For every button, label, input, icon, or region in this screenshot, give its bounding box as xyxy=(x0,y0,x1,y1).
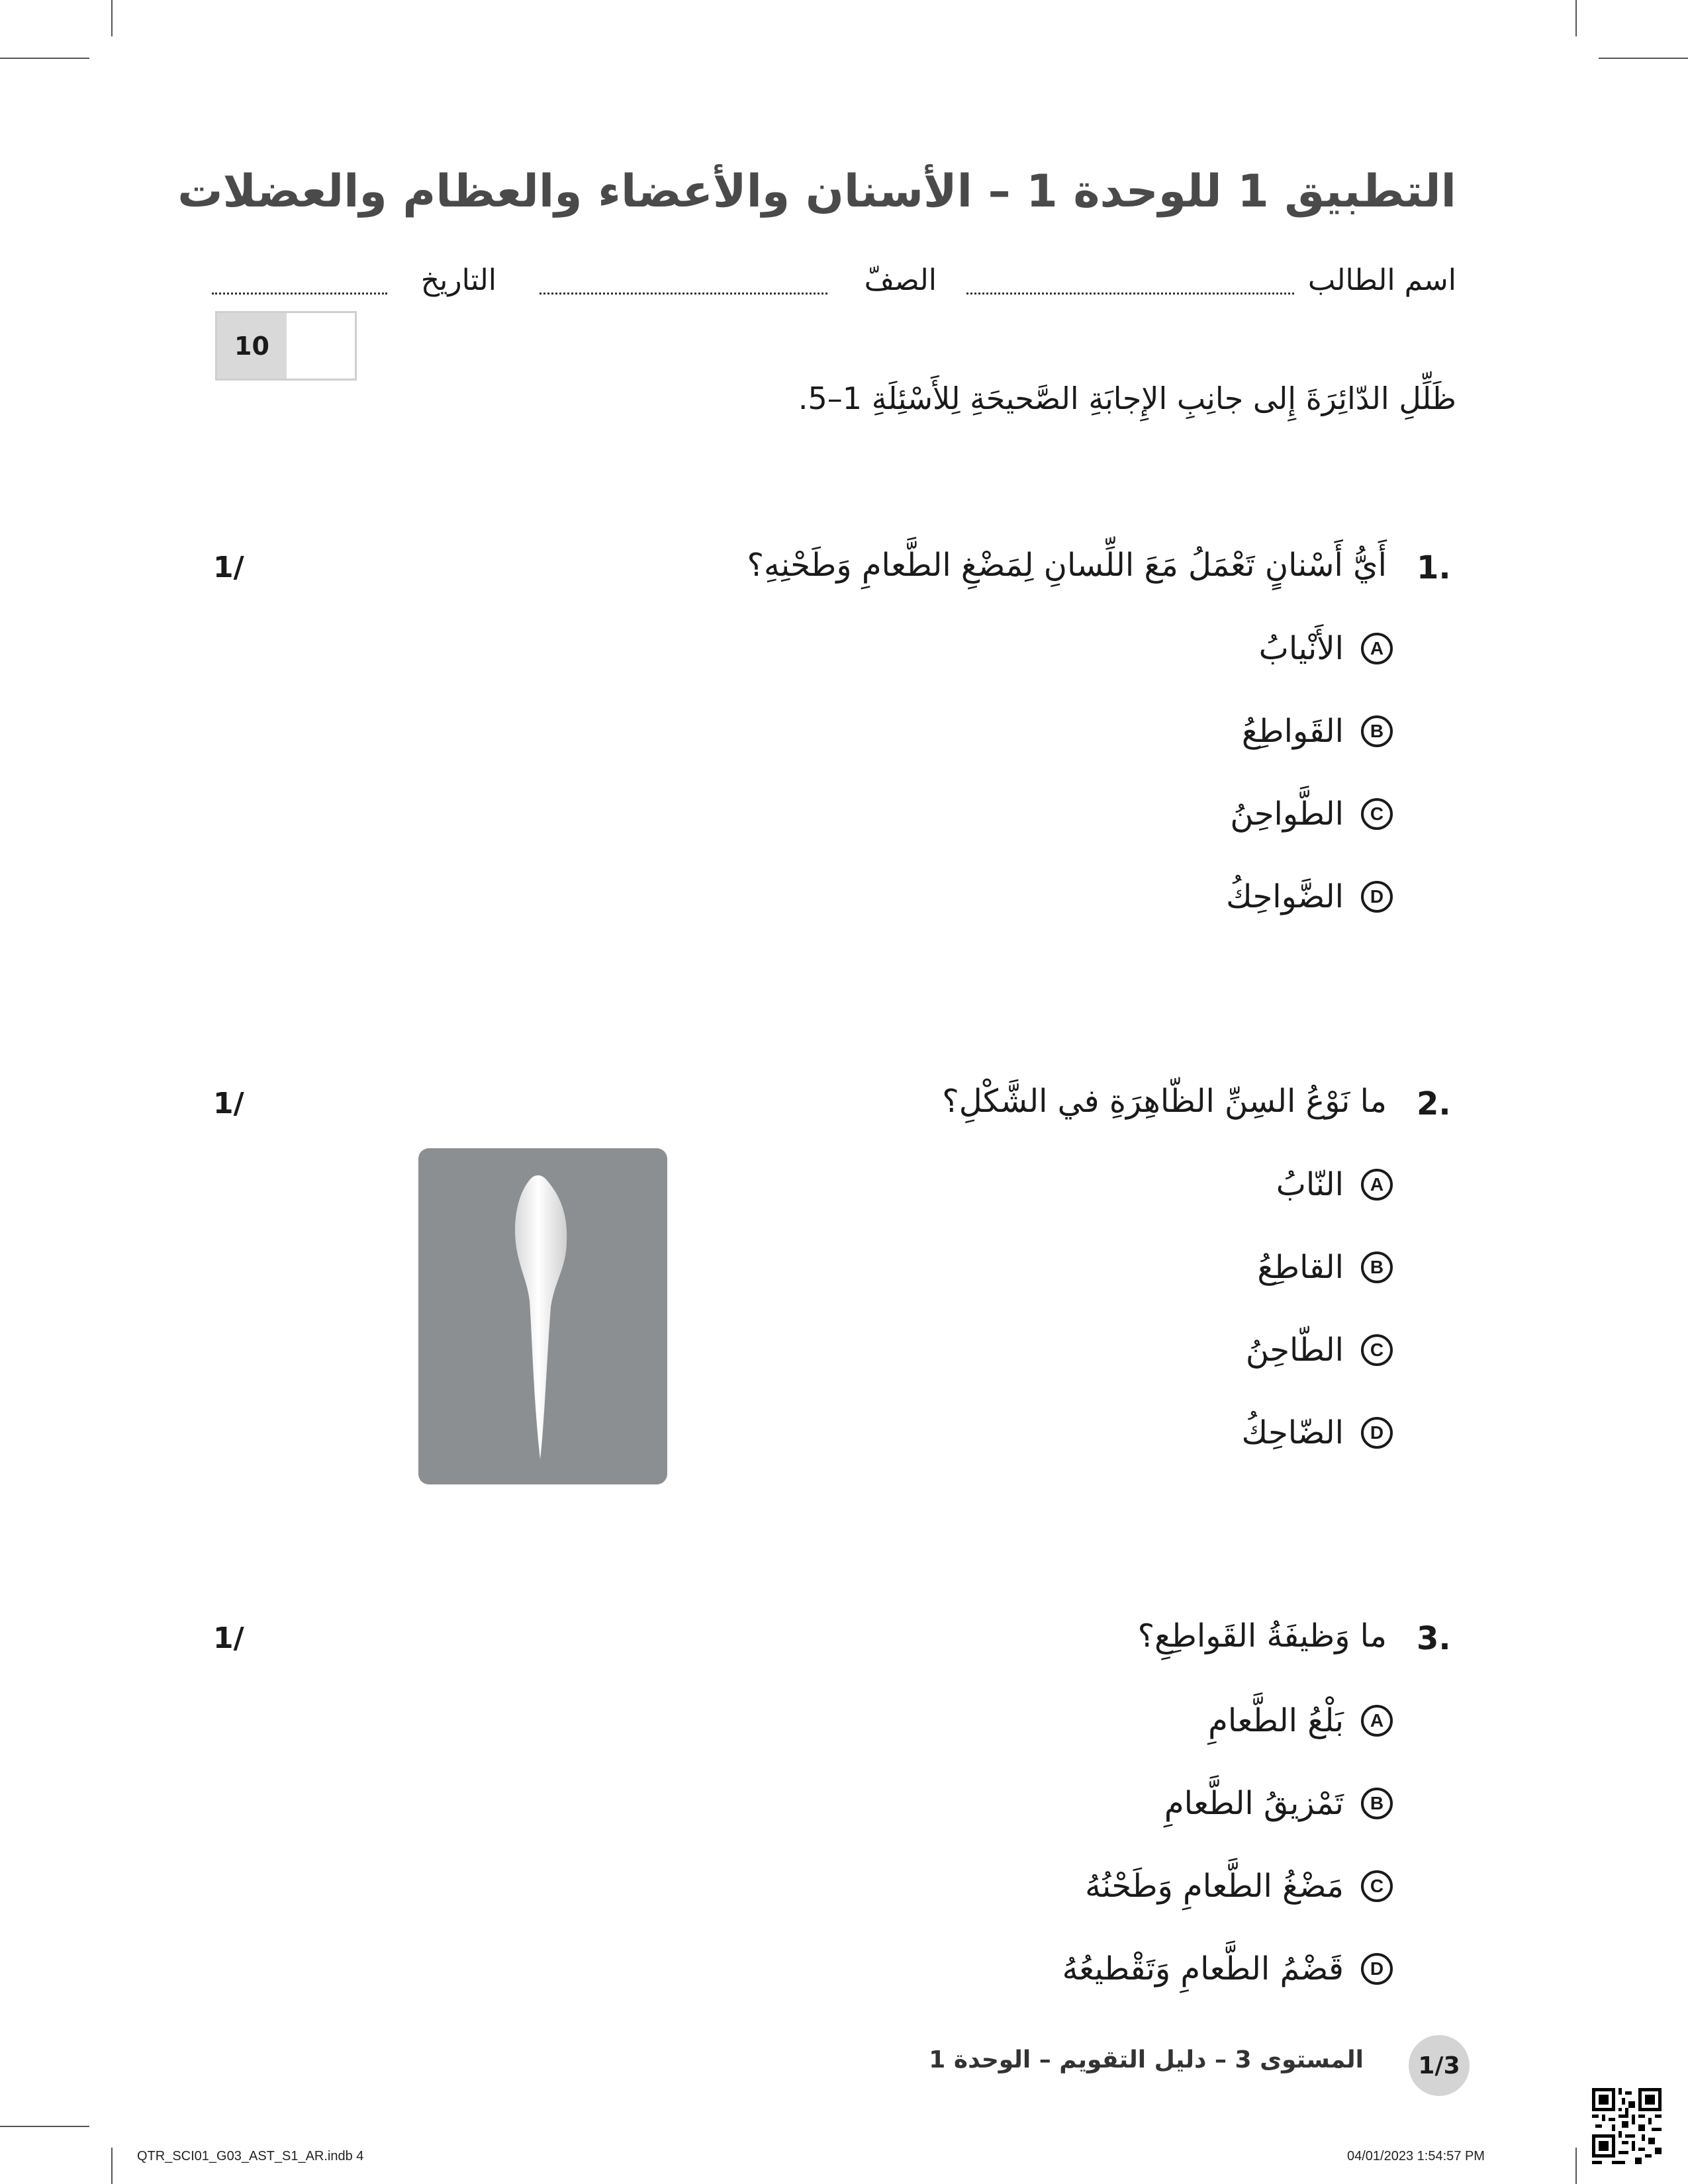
question-number: 1. xyxy=(1417,549,1451,586)
instruction-text: ظَلِّلِ الدّائِرَةَ إِلى جانِبِ الإِجابَةِ الصَّحيحَةِ لِلأَسْئِلَةِ 1–5. xyxy=(798,381,1456,416)
question-mark: 1/ xyxy=(213,551,244,584)
question-number: 3. xyxy=(1417,1620,1451,1657)
option-b[interactable] xyxy=(1164,1780,1393,1827)
crop-mark xyxy=(111,2148,113,2184)
page-title: التطبيق 1 للوحدة 1 – الأسنان والأعضاء والعظام والعضلات xyxy=(177,165,1456,218)
option-a[interactable] xyxy=(1276,1161,1393,1208)
slug-filename: QTR_SCI01_G03_AST_S1_AR.indb 4 xyxy=(137,2149,364,2163)
canine-tooth-icon xyxy=(418,1148,667,1484)
option-b[interactable] xyxy=(1242,708,1393,754)
page-number-badge: 1/3 xyxy=(1409,2035,1470,2096)
tooth-image xyxy=(418,1148,667,1484)
question-text: ما وَظيفَةُ القَواطِعِ؟ xyxy=(1137,1617,1387,1655)
crop-mark xyxy=(111,0,113,36)
option-b-circle[interactable]: B xyxy=(1361,1788,1393,1819)
class-field[interactable] xyxy=(539,293,827,295)
option-c-circle[interactable]: C xyxy=(1361,798,1393,830)
option-d-circle[interactable]: D xyxy=(1361,1953,1393,1985)
option-text: الطَّواحِنُ xyxy=(1230,796,1344,833)
option-text: الطّاحِنُ xyxy=(1245,1332,1344,1369)
question-number: 2. xyxy=(1417,1085,1451,1122)
option-b-circle[interactable]: B xyxy=(1361,1251,1393,1283)
qr-code-icon xyxy=(1592,2088,1662,2164)
crop-mark xyxy=(1575,2148,1577,2184)
crop-mark xyxy=(0,58,89,59)
class-label: الصفّ xyxy=(864,263,937,297)
option-text: الضَّواحِكُ xyxy=(1226,878,1344,915)
option-text: القاطِعُ xyxy=(1257,1249,1344,1286)
option-a-circle[interactable]: A xyxy=(1361,633,1393,664)
question-text: ما نَوْعُ السِنِّ الظّاهِرَةِ في الشَّكْلِ؟ xyxy=(942,1083,1387,1120)
student-name-field[interactable] xyxy=(966,293,1294,295)
option-text: النّابُ xyxy=(1276,1166,1344,1203)
option-text: قَضْمُ الطَّعامِ وَتَقْطيعُهُ xyxy=(1062,1950,1344,1987)
option-text: القَواطِعُ xyxy=(1241,713,1344,750)
option-c[interactable] xyxy=(1230,791,1393,837)
option-c[interactable] xyxy=(1246,1327,1393,1373)
question-mark: 1/ xyxy=(213,1621,244,1655)
crop-mark xyxy=(1599,58,1688,59)
option-b[interactable] xyxy=(1257,1244,1393,1291)
score-total: 10 xyxy=(217,313,287,379)
option-d[interactable] xyxy=(1242,1410,1393,1456)
option-text: مَضْغُ الطَّعامِ وَطَحْنُهُ xyxy=(1085,1868,1344,1905)
student-name-label: اسم الطالب xyxy=(1307,263,1456,297)
crop-mark xyxy=(0,2126,89,2127)
option-a-circle[interactable]: A xyxy=(1361,1705,1393,1737)
option-c-circle[interactable]: C xyxy=(1361,1334,1393,1366)
option-d-circle[interactable]: D xyxy=(1361,1417,1393,1449)
option-text: الضّاحِكُ xyxy=(1241,1414,1344,1451)
option-a[interactable] xyxy=(1208,1698,1393,1744)
slug-timestamp: 04/01/2023 1:54:57 PM xyxy=(1347,2149,1485,2163)
option-text: الأَنْيابُ xyxy=(1258,630,1344,667)
score-input[interactable] xyxy=(287,313,355,379)
score-box xyxy=(215,311,357,381)
option-text: تَمْزيقُ الطَّعامِ xyxy=(1164,1785,1344,1822)
option-b-circle[interactable]: B xyxy=(1361,715,1393,747)
question-text: أَيُّ أَسْنانٍ تَعْمَلُ مَعَ اللِّسانِ لِمَضْغِ الطَّعامِ وَطَحْنِهِ؟ xyxy=(747,547,1387,584)
option-a-circle[interactable]: A xyxy=(1361,1169,1393,1201)
option-a[interactable] xyxy=(1259,625,1393,672)
date-label: التاريخ xyxy=(420,263,496,297)
footer-text: المستوى 3 – دليل التقويم – الوحدة 1 xyxy=(929,2046,1364,2073)
crop-mark xyxy=(1575,0,1577,36)
option-d[interactable] xyxy=(1062,1946,1393,1992)
option-text: بَلْعُ الطَّعامِ xyxy=(1208,1702,1344,1739)
option-c[interactable] xyxy=(1085,1863,1393,1909)
option-d[interactable] xyxy=(1226,874,1393,920)
date-field[interactable] xyxy=(212,293,387,295)
option-c-circle[interactable]: C xyxy=(1361,1870,1393,1902)
question-mark: 1/ xyxy=(213,1087,244,1120)
option-d-circle[interactable]: D xyxy=(1361,881,1393,913)
student-info-row xyxy=(212,263,1456,310)
